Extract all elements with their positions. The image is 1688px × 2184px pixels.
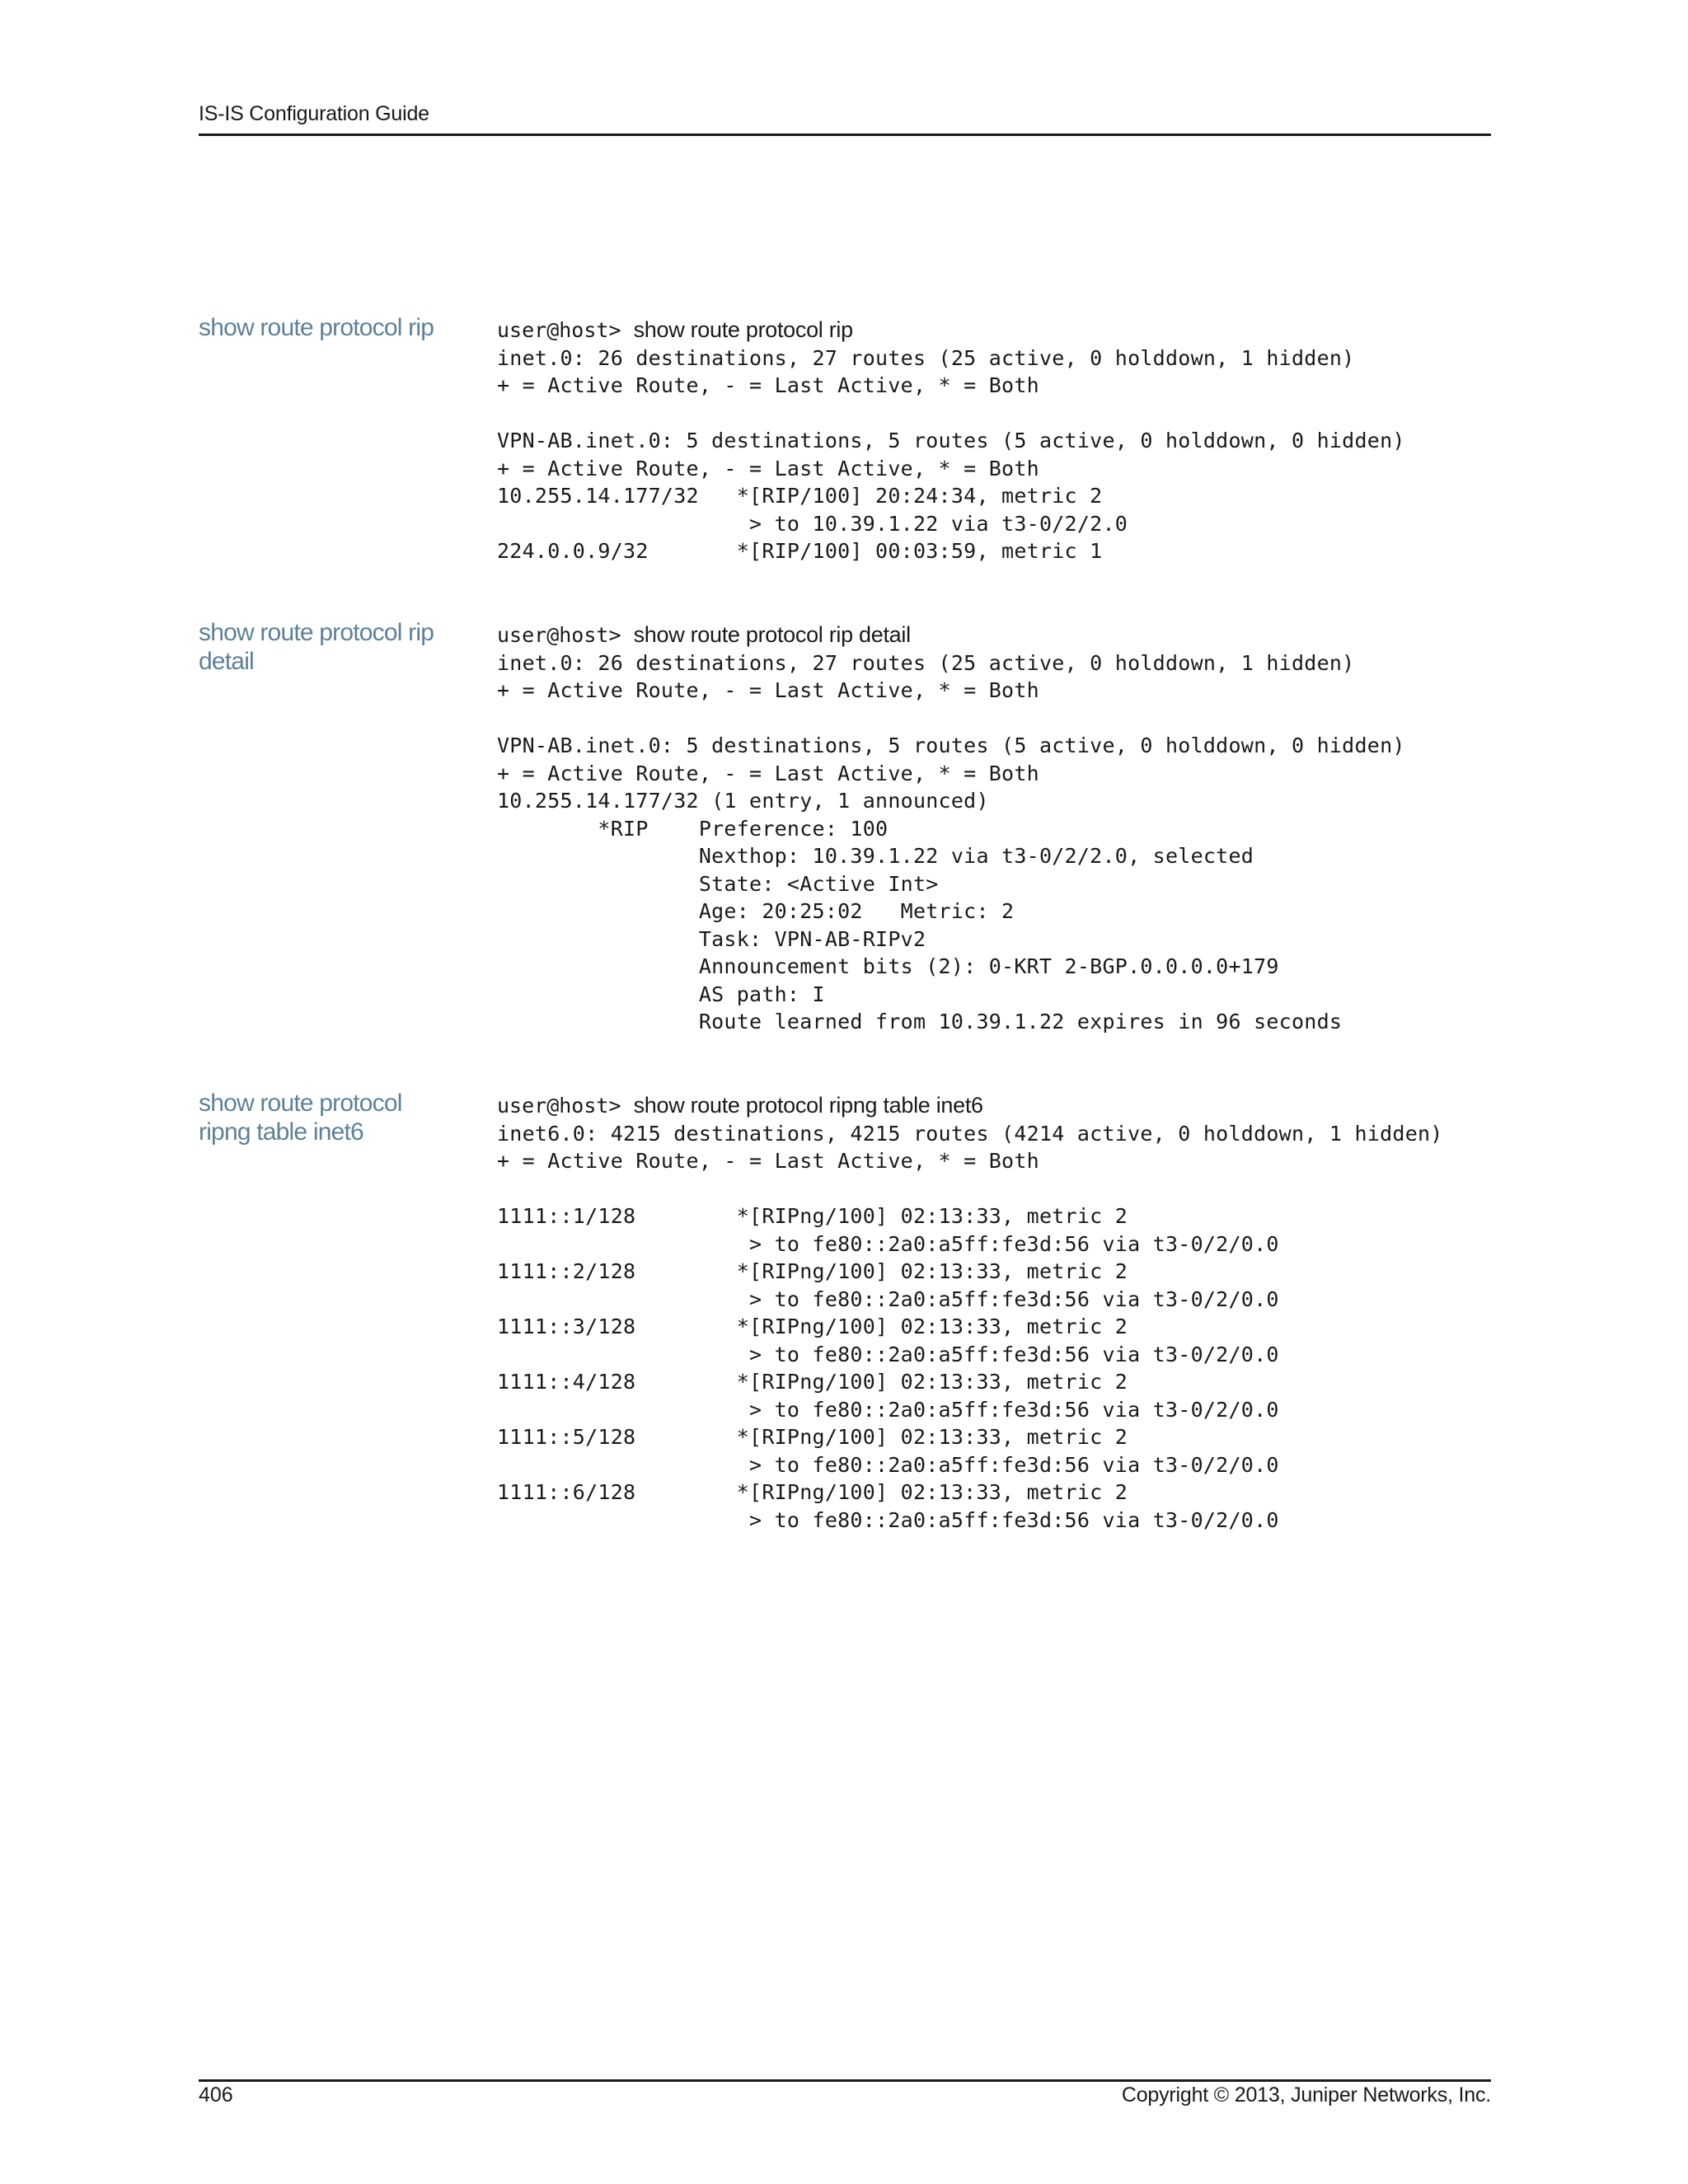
command-line (497, 621, 1405, 649)
cli-prompt: user@host> (497, 318, 634, 342)
cli-command: show route protocol rip (633, 317, 853, 342)
command-output: inet6.0: 4215 destinations, 4215 routes (4214 active, 0 holddown, 1 hidden) + = Active Route, - = Last Active, * = Both 1111::1/128 *[RIPng/100] 02:13:33, metric 2 > to fe80::2a0:a5ff:fe3d:56 via t3-0/2/0.0 1111::2/128 *[RIPng/100] 02:13:33, metric 2 > to fe80::2a0:a5ff:fe3d:56 via t3-0/2/0.0 1111::3/128 *[RIPng/100] 02:13:33, metric 2 > to fe80::2a0:a5ff:fe3d:56 via t3-0/2/0.0 1111::4/128 *[RIPng/100] 02:13:33, metric 2 > to fe80::2a0:a5ff:fe3d:56 via t3-0/2/0.0 1111::5/128 *[RIPng/100] 02:13:33, metric 2 > to fe80::2a0:a5ff:fe3d:56 via t3-0/2/0.0 1111::6/128 *[RIPng/100] 02:13:33, metric 2 > to fe80::2a0:a5ff:fe3d:56 via t3-0/2/0.0 (497, 1121, 1443, 1532)
cli-prompt: user@host> (497, 623, 634, 647)
command-line (497, 316, 1405, 344)
code-example (497, 621, 1405, 1036)
cli-command: show route protocol ripng table inet6 (633, 1093, 983, 1118)
footer-rule (199, 2079, 1491, 2082)
command-output: inet.0: 26 destinations, 27 routes (25 active, 0 holddown, 1 hidden) + = Active Route, - = Last Active, * = Both VPN-AB.inet.0: 5 destinations, 5 routes (5 active, 0 holddown, 0 hidden) + = Active Route, - = Last Active, * = Both 10.255.14.177/32 *[RIP/100] 20:24:34, metric 2 > to 10.39.1.22 via t3-0/2/2.0 224.0.0.9/32 *[RIP/100] 00:03:59, metric 1 (497, 345, 1405, 563)
code-example (497, 1092, 1443, 1534)
section-label: show route protocol rip (199, 314, 434, 341)
cli-command: show route protocol rip detail (633, 622, 911, 647)
section-label: show route protocol rip detail (199, 619, 434, 675)
section-label: show route protocol ripng table inet6 (199, 1090, 402, 1146)
cli-prompt: user@host> (497, 1094, 634, 1118)
command-output: inet.0: 26 destinations, 27 routes (25 active, 0 holddown, 1 hidden) + = Active Route, - = Last Active, * = Both VPN-AB.inet.0: 5 destinations, 5 routes (5 active, 0 holddown, 0 hidden) + = Active Route, - = Last Active, * = Both 10.255.14.177/32 (1 entry, 1 announced) *RIP Preference: 100 Nexthop: 10.39.1.22 via t3-0/2/2.0, selected State: <Active Int> Age: 20:25:02 Metric: 2 Task: VPN-AB-RIPv2 Announcement bits (2): 0-KRT 2-BGP.0.0.0.0+179 AS path: I Route learned from 10.39.1.22 expires in 96 seconds (497, 650, 1405, 1033)
header-rule (199, 134, 1491, 136)
running-header: IS-IS Configuration Guide (199, 102, 429, 125)
page-number: 406 (199, 2083, 233, 2107)
command-line (497, 1092, 1443, 1120)
code-example (497, 316, 1405, 565)
copyright-notice: Copyright © 2013, Juniper Networks, Inc. (1121, 2083, 1491, 2107)
